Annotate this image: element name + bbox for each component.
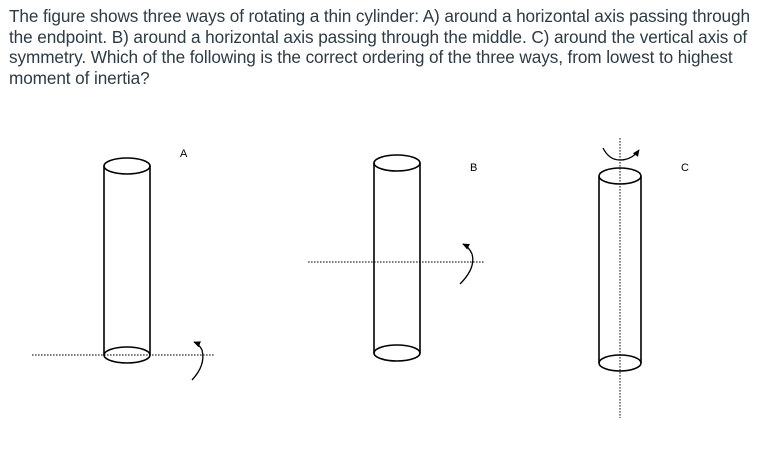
rotation-arrow-c [603, 148, 639, 160]
cylinder-b-group [308, 155, 484, 361]
label-c: C [681, 162, 689, 174]
label-a: A [180, 148, 188, 160]
cylinder-a [104, 158, 150, 363]
label-b: B [470, 162, 478, 174]
question-text: The figure shows three ways of rotating a thin cylinder: A) around a horizontal axis passing through the endpoint. B) around a horizontal axis passing through the middle. C) around the vertical axis of symmetry. Which of the following is the correct ordering of the three ways, from lowest to highest moment of inertia? [9, 6, 750, 88]
cylinder-b [374, 155, 420, 361]
cylinder-c-group [599, 138, 689, 418]
cylinder-a-group [32, 148, 214, 380]
rotation-arrow-b [460, 244, 473, 284]
rotation-arrow-a [192, 342, 203, 380]
